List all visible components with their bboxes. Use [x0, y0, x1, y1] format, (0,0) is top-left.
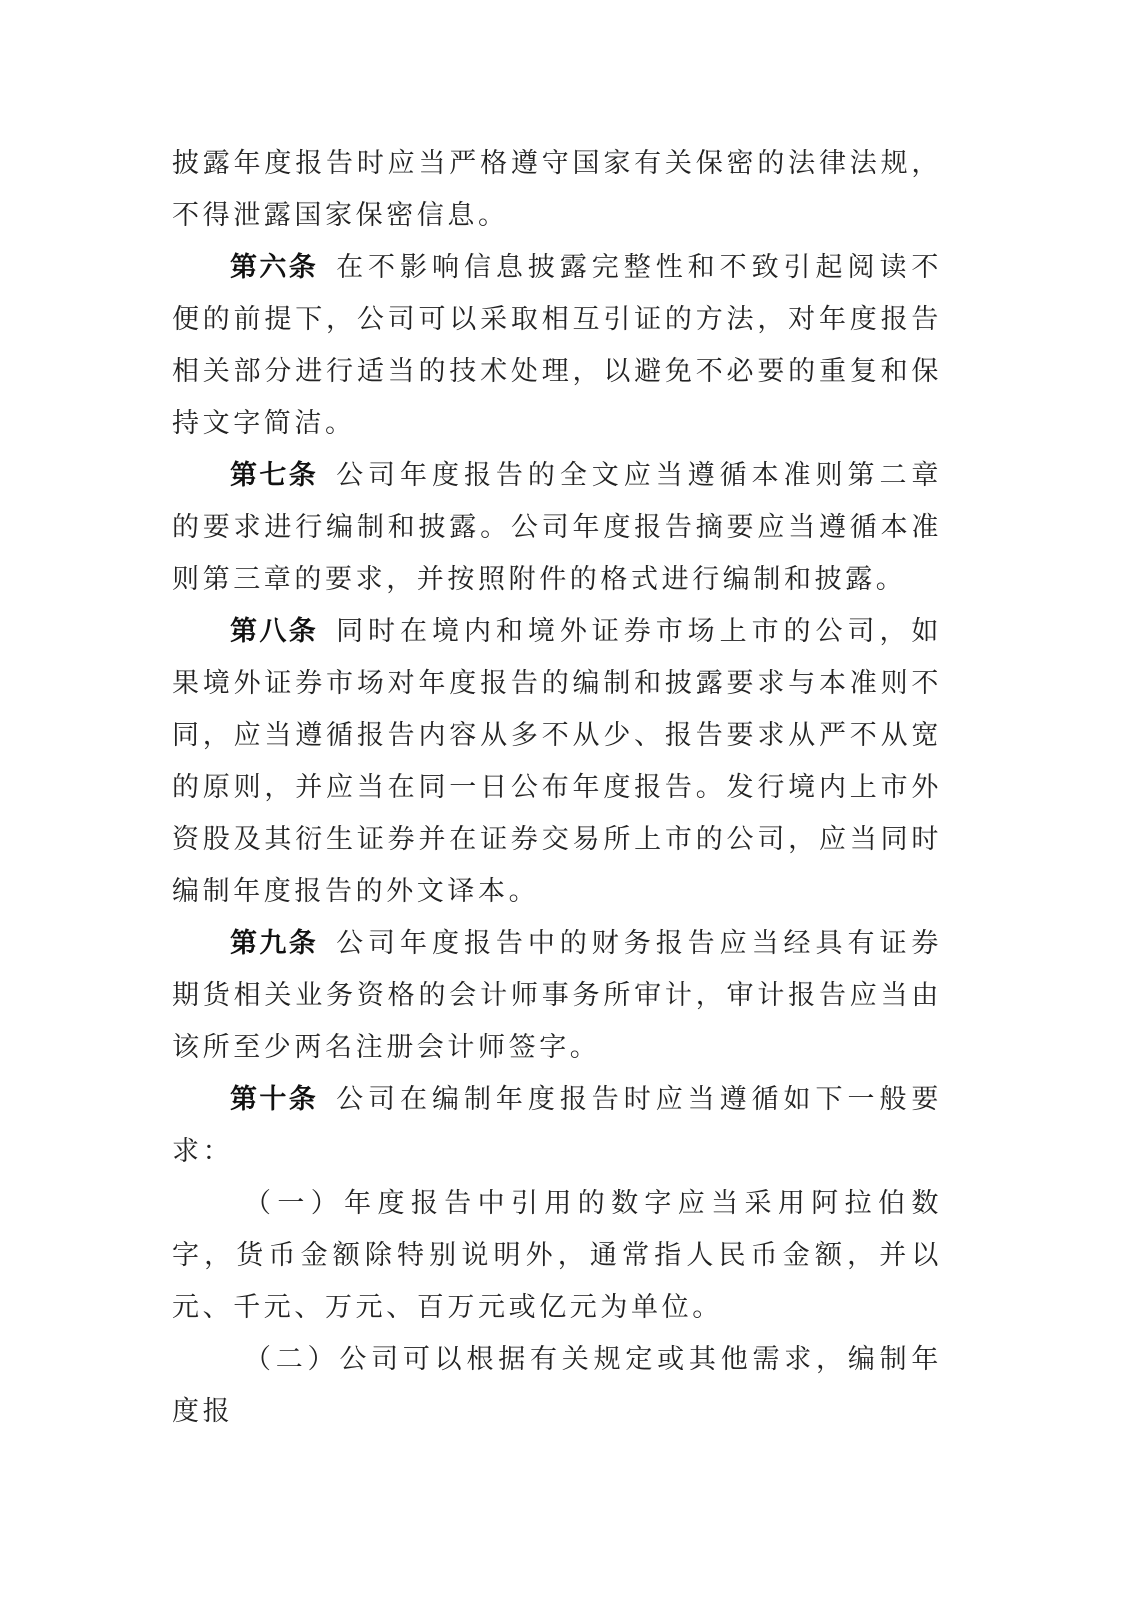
- article-number: 第十条: [230, 1084, 319, 1115]
- article-7: [172, 450, 942, 606]
- paragraph-text: 披露年度报告时应当严格遵守国家有关保密的法律法规，不得泄露国家保密信息。: [172, 148, 942, 231]
- sub-item-2: [172, 1334, 942, 1438]
- article-8: [172, 606, 942, 918]
- document-page: [172, 138, 942, 1438]
- article-text: 公司在编制年度报告时应当遵循如下一般要求：: [172, 1084, 943, 1167]
- article-number: 第七条: [230, 460, 319, 491]
- article-text: 公司年度报告中的财务报告应当经具有证券期货相关业务资格的会计师事务所审计，审计报告应当由该所至少两名注册会计师签字。: [172, 928, 943, 1063]
- article-number: 第八条: [230, 616, 319, 647]
- sub-item-text: （二）公司可以根据有关规定或其他需求，编制年度报: [172, 1344, 942, 1427]
- article-6: [172, 242, 942, 450]
- article-number: 第九条: [230, 928, 319, 959]
- article-text: 同时在境内和境外证券市场上市的公司，如果境外证券市场对年度报告的编制和披露要求与本准则不同，应当遵循报告内容从多不从少、报告要求从严不从宽的原则，并应当在同一日公布年度报告。发行境内上市外资股及其衍生证券并在证券交易所上市的公司，应当同时编制年度报告的外文译本。: [172, 616, 943, 907]
- article-text: 公司年度报告的全文应当遵循本准则第二章的要求进行编制和披露。公司年度报告摘要应当遵循本准则第三章的要求，并按照附件的格式进行编制和披露。: [172, 460, 943, 595]
- paragraph-continuation: [172, 138, 942, 242]
- sub-item-1: [172, 1178, 942, 1334]
- article-number: 第六条: [230, 252, 319, 283]
- article-text: 在不影响信息披露完整性和不致引起阅读不便的前提下，公司可以采取相互引证的方法，对年度报告相关部分进行适当的技术处理，以避免不必要的重复和保持文字简洁。: [172, 252, 943, 439]
- sub-item-text: （一）年度报告中引用的数字应当采用阿拉伯数字，货币金额除特别说明外，通常指人民币金额，并以元、千元、万元、百万元或亿元为单位。: [172, 1188, 942, 1323]
- article-9: [172, 918, 942, 1074]
- article-10: [172, 1074, 942, 1178]
